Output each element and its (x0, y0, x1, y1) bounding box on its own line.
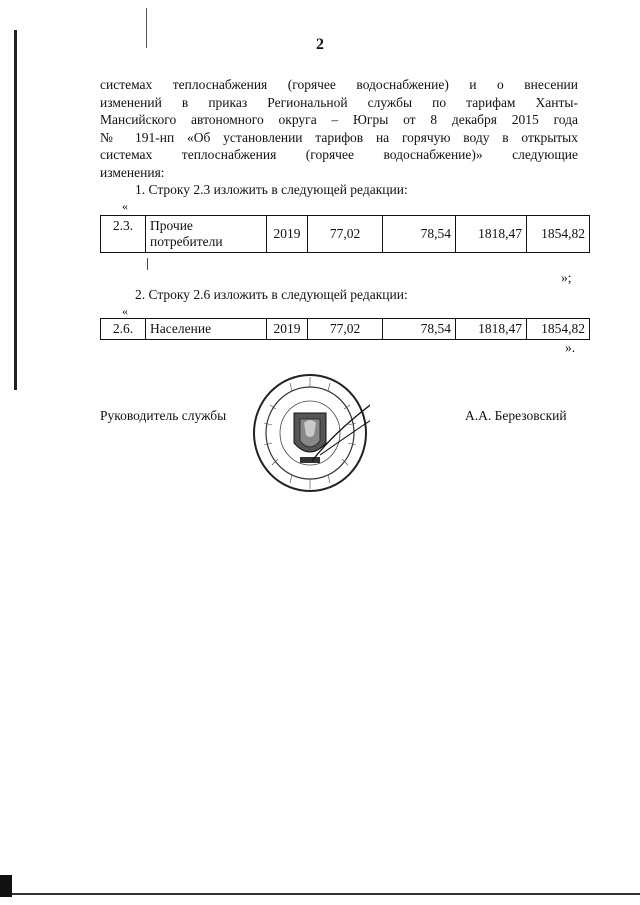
table-row (101, 216, 590, 253)
instruction-row-2-3: 1. Строку 2.3 изложить в следующей редакции: (135, 182, 408, 197)
value-cell: 1818,47 (456, 216, 527, 253)
value-cell: 77,02 (308, 319, 383, 340)
tariff-table-row-2-6 (100, 318, 590, 340)
signatory-name: А.А. Березовский (465, 408, 567, 423)
row-number: 2.3. (101, 216, 146, 253)
body-line: системах теплоснабжения (горячее водоснабжение)» следующие (100, 147, 578, 162)
body-line: системах теплоснабжения (горячее водоснабжение) и о внесении (100, 77, 578, 92)
consumer-category: Население (146, 319, 267, 340)
body-paragraph (100, 76, 578, 181)
consumer-name-line: потребители (150, 234, 223, 249)
scan-edge-block (0, 875, 12, 897)
page-number: 2 (316, 36, 324, 53)
open-quote: « (122, 199, 128, 213)
open-quote: « (122, 304, 128, 318)
year-cell: 2019 (267, 319, 308, 340)
scan-tick (147, 258, 148, 270)
consumer-name-line: Прочие (150, 218, 193, 233)
value-cell: 1818,47 (456, 319, 527, 340)
body-line: изменений в приказ Региональной службы по тарифам Ханты- (100, 94, 578, 110)
table-row (101, 319, 590, 340)
close-quote: »; (561, 270, 572, 285)
instruction-row-2-6: 2. Строку 2.6 изложить в следующей редакции: (135, 287, 408, 302)
value-cell: 1854,82 (527, 216, 590, 253)
official-seal (250, 365, 370, 495)
body-line: № 191-нп «Об установлении тарифов на горячую воду в открытых (100, 129, 578, 145)
close-quote: ». (565, 340, 576, 355)
scan-edge-bottom (0, 893, 640, 901)
scan-edge-left (14, 30, 17, 390)
tariff-table-row-2-3 (100, 215, 590, 253)
body-line: Мансийского автономного округа – Югры от 8 декабря 2015 года (100, 112, 578, 127)
value-cell: 78,54 (383, 319, 456, 340)
consumer-category (146, 216, 267, 253)
year-cell: 2019 (267, 216, 308, 253)
row-number: 2.6. (101, 319, 146, 340)
signatory-position: Руководитель службы (100, 408, 227, 423)
value-cell: 1854,82 (527, 319, 590, 340)
body-line: изменения: (100, 164, 165, 180)
value-cell: 78,54 (383, 216, 456, 253)
value-cell: 77,02 (308, 216, 383, 253)
